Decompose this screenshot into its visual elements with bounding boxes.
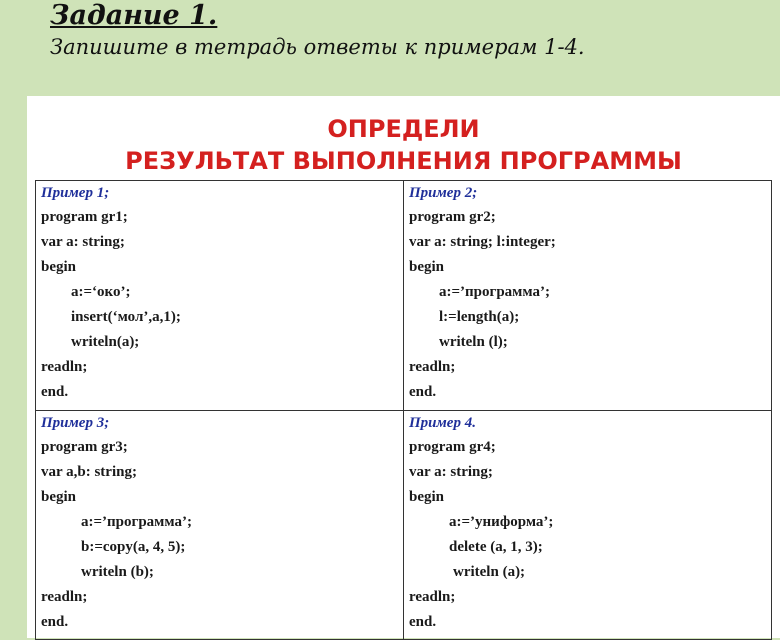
example-2-cell bbox=[404, 181, 772, 411]
task-subtitle: Запишите в тетрадь ответы к примерам 1-4. bbox=[50, 35, 585, 59]
code-line: var a,b: string; bbox=[41, 463, 137, 480]
code-line: var a: string; bbox=[409, 463, 493, 480]
code-line: delete (a, 1, 3); bbox=[449, 538, 543, 555]
code-line: begin bbox=[41, 488, 77, 505]
code-line: l:=length(a); bbox=[439, 309, 520, 325]
exercise-card bbox=[27, 96, 780, 638]
heading-line-1: ОПРЕДЕЛИ bbox=[327, 115, 480, 143]
heading-line-2: РЕЗУЛЬТАТ ВЫПОЛНЕНИЯ ПРОГРАММЫ bbox=[125, 147, 682, 175]
example-3-cell bbox=[36, 410, 404, 640]
code-line: a:=’программа’; bbox=[81, 513, 192, 530]
code-line: a:=‘око’; bbox=[71, 284, 131, 300]
code-line: readln; bbox=[41, 588, 88, 605]
code-line: insert(‘мол’,a,1); bbox=[71, 309, 181, 325]
code-line: readln; bbox=[41, 359, 88, 375]
code-line: program gr3; bbox=[41, 438, 128, 455]
code-line: begin bbox=[409, 488, 445, 505]
code-line: program gr2; bbox=[409, 209, 496, 225]
code-line: writeln (a); bbox=[453, 563, 526, 580]
code-line: begin bbox=[41, 259, 77, 275]
code-line: end. bbox=[409, 613, 437, 630]
example-2-label: Пример 2; bbox=[409, 185, 478, 201]
code-line: end. bbox=[41, 384, 69, 400]
code-line: writeln(a); bbox=[71, 334, 140, 350]
code-line: b:=copy(a, 4, 5); bbox=[81, 538, 186, 555]
example-4-cell bbox=[404, 410, 772, 640]
code-line: begin bbox=[409, 259, 445, 275]
code-line: var a: string; bbox=[41, 234, 125, 250]
code-line: program gr4; bbox=[409, 438, 496, 455]
example-1-cell bbox=[36, 181, 404, 411]
code-line: program gr1; bbox=[41, 209, 128, 225]
examples-table bbox=[35, 180, 772, 640]
code-line: end. bbox=[409, 384, 437, 400]
example-4-label: Пример 4. bbox=[409, 414, 476, 431]
code-line: a:=’униформа’; bbox=[449, 513, 554, 530]
code-line: writeln (l); bbox=[439, 334, 508, 350]
code-line: writeln (b); bbox=[81, 563, 154, 580]
code-line: var a: string; l:integer; bbox=[409, 234, 556, 250]
task-title: Задание 1. bbox=[50, 0, 218, 31]
code-line: end. bbox=[41, 613, 69, 630]
example-1-label: Пример 1; bbox=[41, 185, 110, 201]
code-line: readln; bbox=[409, 588, 456, 605]
code-line: a:=’программа’; bbox=[439, 284, 550, 300]
example-3-label: Пример 3; bbox=[41, 414, 110, 431]
code-line: readln; bbox=[409, 359, 456, 375]
